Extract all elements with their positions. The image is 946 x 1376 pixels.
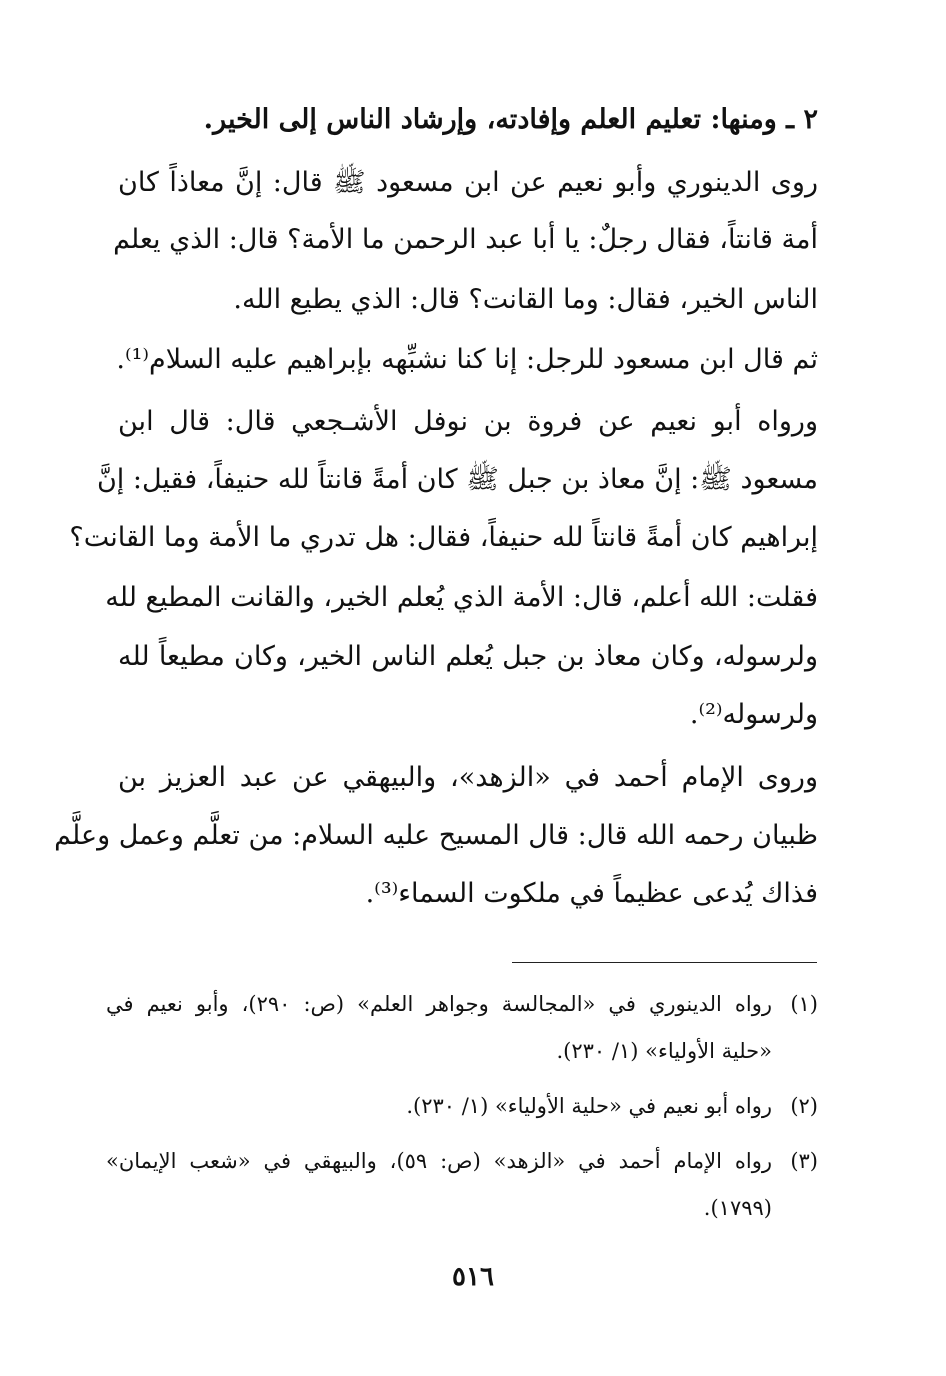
body-line: إبراهيم كان أمةً قانتاً لله حنيفاً، فقال: هل تدري ما الأمة وما القانت؟ bbox=[69, 522, 818, 553]
footnote-text: «حلية الأولياء» (١/ ٢٣٠). bbox=[556, 1039, 772, 1063]
body-line: ولرسوله، وكان معاذ بن جبل يُعلم الناس الخير، وكان مطيعاً لله bbox=[118, 641, 818, 672]
footnote-3-continuation bbox=[106, 1192, 818, 1226]
body-line: وروى الإمام أحمد في «الزهد»، والبيهقي عن عبد العزيز بن bbox=[118, 762, 818, 793]
page-number: ٥١٦ bbox=[452, 1262, 494, 1292]
section-heading: ٢ ـ ومنها: تعليم العلم وإفادته، وإرشاد الناس إلى الخير. bbox=[203, 104, 818, 135]
body-line: ظبيان رحمه الله قال: قال المسيح عليه السلام: من تعلَّم وعمل وعلَّم bbox=[54, 820, 818, 851]
footnote-3 bbox=[106, 1145, 818, 1179]
footnote-text: (١٧٩٩). bbox=[703, 1196, 772, 1220]
body-line: ورواه أبو نعيم عن فروة بن نوفل الأشـجعي قال: قال ابن bbox=[118, 406, 818, 437]
footnote-2 bbox=[106, 1090, 818, 1124]
footnote-1-continuation bbox=[106, 1035, 818, 1069]
body-line: مسعود ﷺ: إنَّ معاذ بن جبل ﷺ كان أمةً قانتاً لله حنيفاً، فقيل: إنَّ bbox=[96, 464, 818, 495]
body-line: ثم قال ابن مسعود للرجل: إنا كنا نشبِّهه بإبراهيم عليه السلام⁽¹⁾. bbox=[116, 344, 818, 375]
footnote-marker: (١) bbox=[790, 992, 818, 1016]
footnote-separator bbox=[512, 962, 817, 963]
body-line: ولرسوله⁽²⁾. bbox=[689, 699, 818, 730]
footnote-text: رواه أبو نعيم في «حلية الأولياء» (١/ ٢٣٠). bbox=[406, 1094, 772, 1118]
footnote-1 bbox=[106, 988, 818, 1022]
footnote-text: رواه الدينوري في «المجالسة وجواهر العلم» (ص: ٢٩٠)، وأبو نعيم في bbox=[106, 992, 772, 1016]
body-line: أمة قانتاً، فقال رجلٌ: يا أبا عبد الرحمن ما الأمة؟ قال: الذي يعلم bbox=[113, 224, 818, 255]
body-line: فذاك يُدعى عظيماً في ملكوت السماء⁽³⁾. bbox=[365, 878, 818, 909]
body-line: روى الدينوري وأبو نعيم عن ابن مسعود ﷺ قال: إنَّ معاذاً كان bbox=[118, 167, 818, 198]
body-line: الناس الخير، فقال: وما القانت؟ قال: الذي يطيع الله. bbox=[233, 284, 818, 315]
body-line: فقلت: الله أعلم، قال: الأمة الذي يُعلم الخير، والقانت المطيع لله bbox=[105, 582, 818, 613]
footnote-marker: (٣) bbox=[790, 1149, 818, 1173]
footnote-marker: (٢) bbox=[790, 1094, 818, 1118]
footnote-text: رواه الإمام أحمد في «الزهد» (ص: ٥٩)، والبيهقي في «شعب الإيمان» bbox=[106, 1149, 772, 1173]
